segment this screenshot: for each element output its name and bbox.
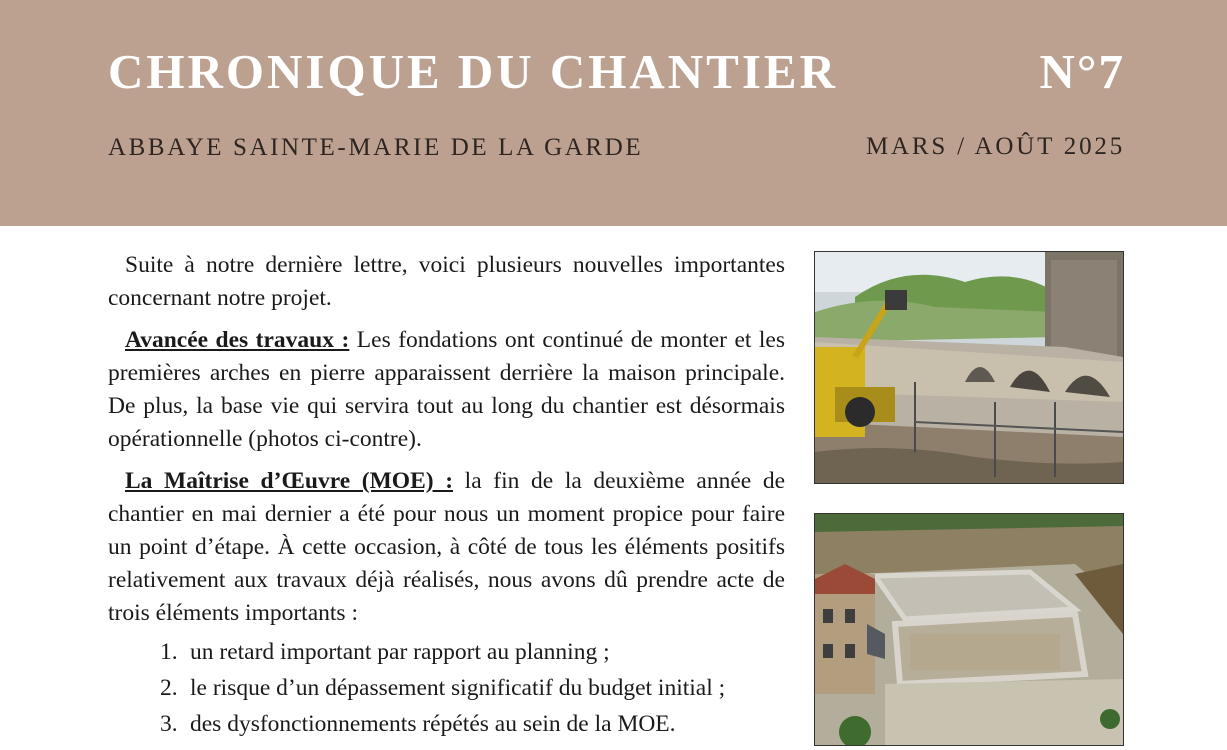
construction-photo-arches (814, 251, 1124, 484)
section-works-text: Les fondations ont continué de monter et les premières arches en pierre apparaissent derrière la maison principale. De plus, la base vie qui servira tout au long du chantier est désormais opérationnelle (photos ci-contre). (108, 327, 785, 452)
section-moe-paragraph (108, 465, 785, 630)
article-body (108, 249, 785, 742)
construction-photo-foundations-icon (815, 514, 1123, 745)
section-moe-heading: La Maîtrise d’Œuvre (MOE) : (125, 468, 454, 494)
section-works-heading: Avancée des travaux : (125, 327, 350, 353)
abbey-name: ABBAYE SAINTE-MARIE DE LA GARDE (108, 134, 644, 161)
section-works-paragraph (108, 324, 785, 456)
issue-date: MARS / AOÛT 2025 (866, 133, 1125, 160)
list-item: 2. le risque d’un dépassement significatif du budget initial ; (160, 675, 726, 701)
issues-list (108, 634, 785, 742)
construction-photo-arches-icon (815, 252, 1123, 483)
issue-number: N°7 (1039, 44, 1125, 99)
section-moe-text: la fin de la deuxième année de chantier en mai dernier a été pour nous un moment propice pour faire un point d’étape. À cette occasion, à côté de tous les éléments positifs relativement aux travaux déjà réalisés, nous avons dû prendre acte de trois éléments importants : (108, 468, 785, 626)
list-item: 3. des dysfonctionnements répétés au sein de la MOE. (160, 711, 676, 737)
newsletter-header (0, 0, 1227, 226)
newsletter-title: CHRONIQUE DU CHANTIER (108, 44, 839, 99)
list-item: 1. un retard important par rapport au planning ; (160, 639, 610, 665)
construction-photo-foundations (814, 513, 1124, 746)
intro-paragraph: Suite à notre dernière lettre, voici plusieurs nouvelles importantes concernant notre projet. (108, 252, 785, 311)
